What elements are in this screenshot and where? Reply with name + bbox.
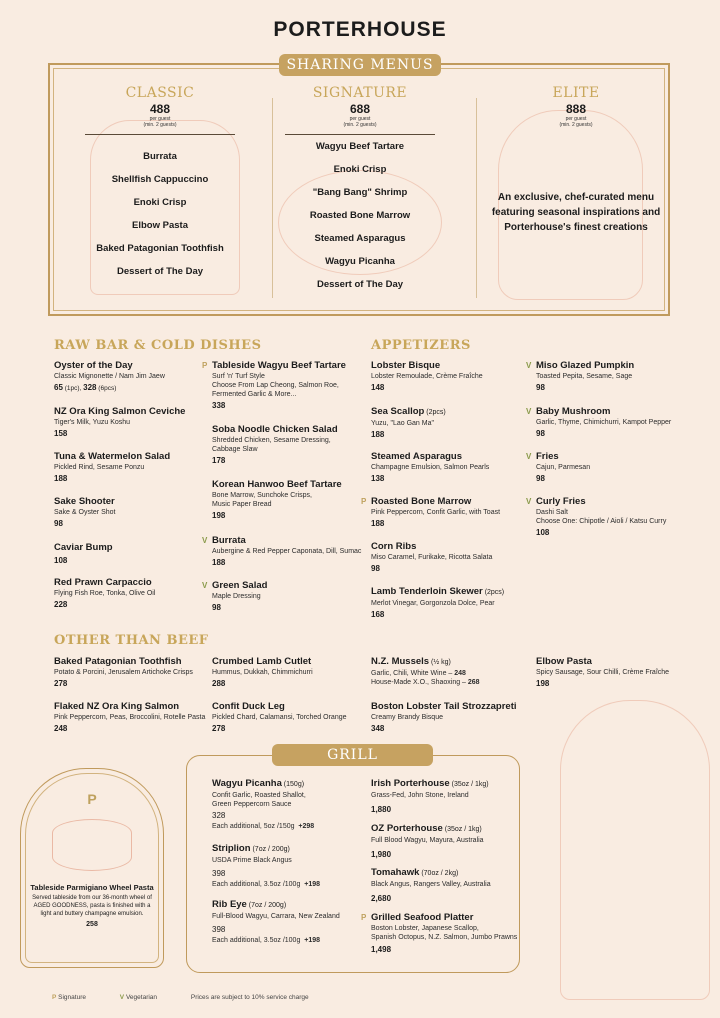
elite-menu bbox=[476, 85, 676, 235]
signature-icon: P bbox=[202, 361, 208, 370]
item-price: 98 bbox=[212, 603, 221, 612]
item-size: (7oz / 200g) bbox=[246, 902, 287, 909]
item-description: Hummus, Dukkah, Chimmichurri bbox=[212, 669, 313, 676]
item-description: Garlic, Chili, White Wine – bbox=[371, 670, 455, 677]
signature-item: Roasted Bone Marrow bbox=[309, 210, 411, 221]
signature-icon: P bbox=[87, 791, 97, 807]
item-name: Roasted Bone Marrow bbox=[371, 496, 472, 507]
item-description: Creamy Brandy Bisque bbox=[371, 714, 443, 721]
menu-item bbox=[54, 406, 185, 439]
item-name: Lamb Tenderloin Skewer bbox=[371, 586, 483, 597]
item-description: Boston Lobster, Japanese Scallop, bbox=[371, 925, 479, 932]
item-description: Cabbage Slaw bbox=[212, 446, 258, 453]
item-description: Black Angus, Rangers Valley, Australia bbox=[371, 881, 491, 888]
item-size: (½ kg) bbox=[429, 659, 451, 666]
menu-item bbox=[361, 496, 501, 529]
item-price: 288 bbox=[212, 679, 226, 688]
signature-icon: P bbox=[361, 913, 367, 922]
elite-description: An exclusive, chef-curated menu bbox=[497, 192, 655, 203]
menu-item bbox=[212, 479, 342, 521]
elite-description: featuring seasonal inspirations and bbox=[491, 207, 661, 218]
signature-item: Wagyu Beef Tartare bbox=[315, 141, 405, 152]
item-description: Pink Peppercorn, Peas, Broccolini, Rotelle Pasta bbox=[54, 714, 206, 721]
item-price: 1,880 bbox=[371, 805, 392, 814]
item-name: NZ Ora King Salmon Ceviche bbox=[54, 406, 186, 417]
classic-title: CLASSIC bbox=[125, 85, 195, 101]
item-price: 278 bbox=[212, 724, 226, 733]
item-name: Grilled Seafood Platter bbox=[371, 912, 474, 923]
vegetarian-icon: V bbox=[202, 581, 208, 590]
item-description: Aubergine & Red Pepper Caponata, Dill, Sumac bbox=[212, 548, 362, 555]
price-note: (1pc), bbox=[62, 385, 84, 392]
menu-item bbox=[212, 778, 314, 831]
menu-item bbox=[526, 406, 672, 439]
item-price: 158 bbox=[54, 429, 68, 438]
item-name: Boston Lobster Tail Strozzapreti bbox=[371, 701, 517, 712]
item-description: Pink Peppercorn, Confit Garlic, with Toast bbox=[371, 509, 501, 516]
item-description: Spicy Sausage, Sour Chilli, Crème Fraîche bbox=[536, 669, 670, 676]
item-description: Flying Fish Roe, Tonka, Olive Oil bbox=[54, 590, 156, 597]
item-price: 138 bbox=[371, 474, 385, 483]
item-price: 148 bbox=[371, 383, 385, 392]
signature-icon: P bbox=[52, 994, 57, 1001]
menu-item bbox=[54, 360, 165, 394]
item-name: Baked Patagonian Toothfish bbox=[54, 656, 182, 667]
parmigiano-name: Tableside Parmigiano Wheel Pasta bbox=[30, 883, 154, 892]
item-price: 2,680 bbox=[371, 894, 392, 903]
item-name: Miso Glazed Pumpkin bbox=[536, 360, 635, 371]
item-description: USDA Prime Black Angus bbox=[212, 857, 292, 864]
menu-item bbox=[54, 701, 205, 734]
item-description: Choose One: Chipotle / Aioli / Katsu Curry bbox=[536, 518, 667, 525]
menu-item bbox=[371, 867, 491, 904]
item-name: Oyster of the Day bbox=[54, 360, 133, 371]
extra-portion: Each additional, 5oz /150g bbox=[212, 823, 299, 830]
extra-price: +198 bbox=[304, 937, 321, 944]
signature-item: Wagyu Picanha bbox=[325, 256, 395, 267]
item-description: Green Peppercorn Sauce bbox=[212, 801, 292, 808]
item-name: Flaked NZ Ora King Salmon bbox=[54, 701, 180, 712]
item-name: Confit Duck Leg bbox=[212, 701, 285, 712]
item-price: 98 bbox=[536, 429, 545, 438]
item-description: Fermented Garlic & More... bbox=[212, 391, 297, 398]
item-name: Burrata bbox=[212, 535, 246, 546]
min-guests-note: (min. 2 guests) bbox=[143, 122, 177, 128]
item-description: Spanish Octopus, N.Z. Salmon, Jumbo Prawns bbox=[371, 934, 518, 941]
raw-bar-heading: RAW BAR & COLD DISHES bbox=[54, 338, 262, 353]
item-description: Toasted Pepita, Sesame, Sage bbox=[536, 373, 633, 380]
menu-item bbox=[202, 580, 268, 613]
menu-item bbox=[212, 656, 313, 689]
legend-vegetarian: Vegetarian bbox=[125, 994, 158, 1001]
menu-item bbox=[371, 360, 483, 393]
extra-portion: Each additional, 3.5oz /100g bbox=[212, 881, 305, 888]
menu-item bbox=[54, 542, 113, 566]
item-description: Confit Garlic, Roasted Shallot, bbox=[212, 792, 306, 799]
service-charge-note: Prices are subject to 10% service charge bbox=[190, 994, 309, 1001]
menu-item bbox=[526, 496, 667, 538]
menu-item bbox=[212, 843, 320, 889]
item-description: Cajun, Parmesan bbox=[536, 464, 591, 471]
classic-item: Burrata bbox=[143, 151, 177, 162]
item-description: Full Blood Wagyu, Mayura, Australia bbox=[371, 837, 484, 844]
item-name: Tomahawk bbox=[371, 867, 420, 878]
item-description: Garlic, Thyme, Chimichurri, Kampot Pepper bbox=[536, 419, 672, 426]
item-description: Choose From Lap Cheong, Salmon Roe, bbox=[212, 382, 339, 389]
menu-item bbox=[212, 424, 338, 466]
cheese-wheel-sketch bbox=[52, 819, 132, 871]
menu-item bbox=[371, 586, 504, 620]
menu-item bbox=[361, 912, 518, 955]
extra-price: +298 bbox=[298, 823, 315, 830]
signature-item: Steamed Asparagus bbox=[314, 233, 406, 244]
item-description: Grass-Fed, John Stone, Ireland bbox=[371, 792, 469, 799]
appetizers-heading: APPETIZERS bbox=[371, 338, 471, 353]
cocktail-glass-sketch bbox=[560, 700, 710, 1000]
menu-item bbox=[371, 701, 517, 734]
item-price bbox=[54, 382, 165, 394]
item-description: Dashi Salt bbox=[536, 509, 568, 516]
other-than-beef-heading: OTHER THAN BEEF bbox=[54, 633, 209, 648]
item-price: 328 bbox=[212, 811, 226, 820]
parmigiano-description: AGED GOODNESS, pasta is finished with a bbox=[33, 903, 151, 909]
item-price: 108 bbox=[54, 556, 68, 565]
item-price: 268 bbox=[467, 679, 480, 686]
item-price: 278 bbox=[54, 679, 68, 688]
item-size: (2pcs) bbox=[424, 409, 446, 416]
item-price: 98 bbox=[536, 383, 545, 392]
item-price: 398 bbox=[212, 869, 226, 878]
menu-item bbox=[212, 701, 347, 734]
menu-item bbox=[371, 451, 489, 484]
item-size: (2pcs) bbox=[482, 589, 505, 596]
signature-title: SIGNATURE bbox=[312, 85, 408, 101]
classic-item: Elbow Pasta bbox=[132, 220, 188, 231]
legend-signature: Signature bbox=[58, 994, 86, 1001]
brand-logo: PORTERHOUSE bbox=[273, 18, 447, 41]
item-name: Rib Eye bbox=[212, 899, 247, 910]
item-price: 178 bbox=[212, 456, 226, 465]
signature-price: 688 bbox=[349, 102, 371, 116]
per-guest-note: per guest bbox=[349, 116, 371, 122]
classic-item: Shellfish Cappuccino bbox=[111, 174, 209, 185]
menu-item bbox=[371, 778, 489, 815]
item-name: Crumbed Lamb Cutlet bbox=[212, 656, 312, 667]
item-price: 338 bbox=[212, 401, 226, 410]
item-size: (35oz / 1kg) bbox=[449, 781, 489, 788]
item-description: Pickled Rind, Sesame Ponzu bbox=[54, 464, 145, 471]
menu-item bbox=[536, 656, 669, 689]
menu-item bbox=[371, 406, 446, 440]
menu-item bbox=[371, 823, 484, 860]
item-price: 188 bbox=[371, 519, 385, 528]
item-price: 168 bbox=[371, 610, 385, 619]
classic-price: 488 bbox=[149, 102, 171, 116]
parmigiano-price: 258 bbox=[86, 921, 98, 928]
signature-item: "Bang Bang" Shrimp bbox=[312, 187, 408, 198]
item-name: Irish Porterhouse bbox=[371, 778, 450, 789]
item-name: Sea Scallop bbox=[371, 406, 425, 417]
item-price: 188 bbox=[212, 558, 226, 567]
item-description: Merlot Vinegar, Gorgonzola Dolce, Pear bbox=[371, 600, 495, 607]
menu-item bbox=[54, 656, 193, 689]
item-price: 98 bbox=[536, 474, 545, 483]
parmigiano-feature bbox=[20, 768, 164, 968]
item-price: 188 bbox=[371, 430, 385, 439]
item-description: Potato & Porcini, Jerusalem Artichoke Crisps bbox=[54, 669, 193, 676]
item-name: Elbow Pasta bbox=[536, 656, 592, 667]
item-size: (150g) bbox=[281, 781, 305, 788]
item-name: Sake Shooter bbox=[54, 496, 115, 507]
item-name: Steamed Asparagus bbox=[371, 451, 462, 462]
legend bbox=[52, 994, 325, 1001]
menu-item bbox=[371, 541, 492, 574]
classic-item: Enoki Crisp bbox=[133, 197, 187, 208]
item-price: 248 bbox=[54, 724, 68, 733]
item-price: 248 bbox=[454, 670, 466, 677]
item-description: Champagne Emulsion, Salmon Pearls bbox=[371, 464, 490, 471]
item-name: Caviar Bump bbox=[54, 542, 113, 553]
classic-item: Dessert of The Day bbox=[116, 266, 204, 277]
price-note: (6pcs) bbox=[96, 385, 117, 392]
min-guests-note: (min. 2 guests) bbox=[559, 122, 593, 128]
vegetarian-icon: V bbox=[119, 994, 125, 1001]
item-price: 398 bbox=[212, 925, 226, 934]
item-size: (7oz / 200g) bbox=[250, 846, 290, 853]
item-description: Tiger's Milk, Yuzu Koshu bbox=[54, 419, 131, 426]
item-price: 108 bbox=[536, 528, 550, 537]
item-name: Curly Fries bbox=[536, 496, 586, 507]
grill-title: GRILL bbox=[272, 744, 433, 766]
item-price: 198 bbox=[212, 511, 226, 520]
parmigiano-description: light and buttery champagne emulsion. bbox=[40, 911, 144, 917]
item-size: (35oz / 1kg) bbox=[442, 826, 482, 833]
column-rule bbox=[85, 134, 235, 135]
vegetarian-icon: V bbox=[526, 407, 532, 416]
item-description: Shredded Chicken, Sesame Dressing, bbox=[212, 437, 331, 444]
elite-description: Porterhouse's finest creations bbox=[504, 222, 648, 233]
item-description: Maple Dressing bbox=[212, 593, 261, 600]
menu-item bbox=[212, 899, 340, 945]
item-name: Red Prawn Carpaccio bbox=[54, 577, 152, 588]
vegetarian-icon: V bbox=[202, 536, 208, 545]
item-name: N.Z. Mussels bbox=[371, 656, 430, 667]
menu-item bbox=[202, 360, 346, 411]
extra-portion: Each additional, 3.5oz /100g bbox=[212, 937, 305, 944]
item-price: 1,980 bbox=[371, 850, 392, 859]
item-description: Sake & Oyster Shot bbox=[54, 509, 116, 516]
vegetarian-icon: V bbox=[526, 361, 532, 370]
item-price: 198 bbox=[536, 679, 550, 688]
item-name: Baby Mushroom bbox=[536, 406, 611, 417]
item-price: 348 bbox=[371, 724, 385, 733]
signature-item: Dessert of The Day bbox=[316, 279, 404, 290]
classic-item: Baked Patagonian Toothfish bbox=[96, 243, 224, 254]
item-description: Yuzu, "Lao Gan Ma" bbox=[371, 420, 434, 427]
extra-price: +198 bbox=[304, 881, 321, 888]
item-description: Miso Caramel, Furikake, Ricotta Salata bbox=[371, 554, 493, 561]
item-price: 98 bbox=[54, 519, 63, 528]
item-name: Fries bbox=[536, 451, 559, 462]
item-name: Striplion bbox=[212, 843, 251, 854]
per-guest-note: per guest bbox=[565, 116, 587, 122]
item-name: Soba Noodle Chicken Salad bbox=[212, 424, 338, 435]
item-description: House-Made X.O., Shaoxing – bbox=[371, 679, 468, 686]
item-description: Lobster Remoulade, Crème Fraîche bbox=[371, 373, 483, 380]
menu-item bbox=[526, 451, 591, 484]
menu-item bbox=[54, 451, 170, 484]
vegetarian-icon: V bbox=[526, 452, 532, 461]
item-name: Tableside Wagyu Beef Tartare bbox=[212, 360, 346, 371]
signature-menu bbox=[260, 85, 460, 296]
signature-item: Enoki Crisp bbox=[333, 164, 387, 175]
item-description: Classic Mignonette / Nam Jim Jaew bbox=[54, 373, 165, 380]
item-name: Corn Ribs bbox=[371, 541, 417, 552]
vegetarian-icon: V bbox=[526, 497, 532, 506]
price-value: 65 bbox=[54, 383, 63, 392]
price-value: 328 bbox=[83, 383, 97, 392]
menu-item bbox=[371, 656, 480, 687]
item-price: 188 bbox=[54, 474, 68, 483]
item-size: (70oz / 2kg) bbox=[419, 870, 459, 877]
menu-item bbox=[202, 535, 362, 568]
classic-menu bbox=[60, 85, 260, 283]
item-description: Surf 'n' Turf Style bbox=[212, 373, 265, 380]
item-price: 1,498 bbox=[371, 945, 392, 954]
item-description: Bone Marrow, Sunchoke Crisps, bbox=[212, 492, 312, 499]
menu-item bbox=[54, 496, 115, 529]
item-description: Pickled Chard, Calamansi, Torched Orange bbox=[212, 714, 347, 721]
signature-icon: P bbox=[361, 497, 367, 506]
sharing-menus-title: SHARING MENUS bbox=[279, 54, 441, 76]
item-name: Lobster Bisque bbox=[371, 360, 441, 371]
menu-item bbox=[526, 360, 635, 393]
item-name: Green Salad bbox=[212, 580, 268, 591]
item-name: Wagyu Picanha bbox=[212, 778, 282, 789]
elite-price: 888 bbox=[565, 102, 587, 116]
item-description: Full-Blood Wagyu, Carrara, New Zealand bbox=[212, 913, 340, 920]
parmigiano-description: Served tableside from our 36-month wheel of bbox=[32, 895, 152, 901]
item-price: 98 bbox=[371, 564, 380, 573]
item-name: OZ Porterhouse bbox=[371, 823, 443, 834]
item-description: Music Paper Bread bbox=[212, 501, 272, 508]
menu-item bbox=[54, 577, 155, 610]
per-guest-note: per guest bbox=[149, 116, 171, 122]
item-name: Korean Hanwoo Beef Tartare bbox=[212, 479, 342, 490]
item-price: 228 bbox=[54, 600, 68, 609]
item-name: Tuna & Watermelon Salad bbox=[54, 451, 171, 462]
min-guests-note: (min. 2 guests) bbox=[343, 122, 377, 128]
elite-title: ELITE bbox=[552, 85, 600, 101]
